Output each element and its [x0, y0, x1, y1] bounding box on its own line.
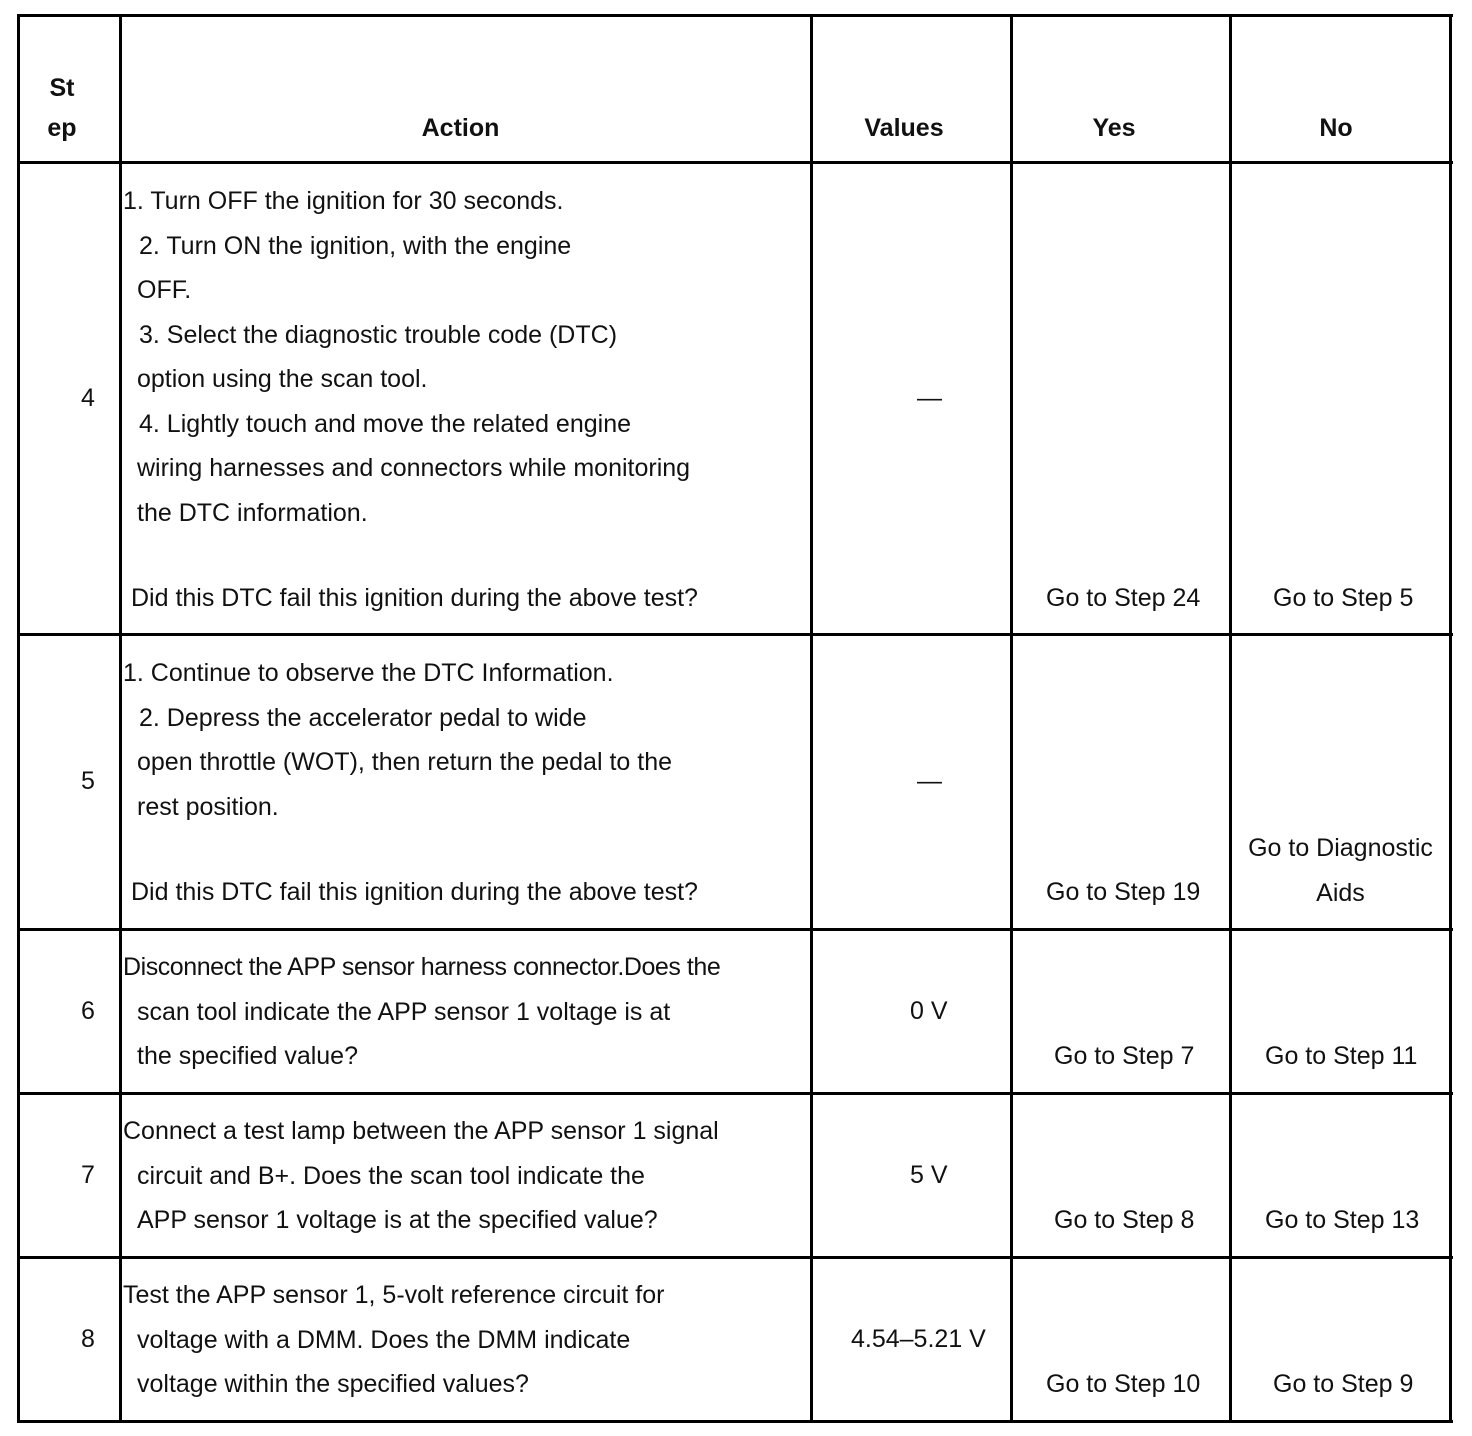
- action-line: rest position.: [137, 792, 279, 821]
- step-number: 8: [81, 1325, 95, 1353]
- no-outcome: Go to Step 9: [1273, 1370, 1414, 1398]
- action-line: 4. Lightly touch and move the related engine: [139, 409, 632, 438]
- action-line: the DTC information.: [137, 498, 368, 527]
- step-number: 5: [81, 767, 95, 795]
- header-yes: Yes: [1092, 114, 1136, 142]
- action-line: open throttle (WOT), then return the pedal to the: [137, 748, 673, 776]
- value-text: —: [917, 384, 942, 412]
- action-line: OFF.: [137, 276, 192, 304]
- action-line: voltage with a DMM. Does the DMM indicate: [137, 1325, 631, 1354]
- grid-line: [17, 1256, 1453, 1259]
- action-line: 3. Select the diagnostic trouble code (DTC): [139, 320, 618, 349]
- action-text: [123, 945, 720, 1079]
- action-line: Disconnect the APP sensor harness connector.Does the: [123, 953, 721, 981]
- action-line: 1. Continue to observe the DTC Information.: [123, 659, 614, 687]
- value-text: —: [917, 767, 942, 795]
- header-action: Action: [421, 114, 500, 142]
- step-number: 6: [81, 997, 95, 1025]
- action-line: the specified value?: [137, 1042, 358, 1070]
- action-line: 1. Turn OFF the ignition for 30 seconds.: [123, 187, 564, 215]
- action-text: [123, 1273, 664, 1407]
- value-text: 5 V: [910, 1161, 948, 1189]
- action-line: Connect a test lamp between the APP sensor 1 signal: [123, 1117, 719, 1145]
- no-outcome: [1232, 826, 1449, 915]
- header-step-line: ep: [47, 114, 77, 142]
- action-text: [123, 651, 672, 829]
- grid-line: [17, 928, 1453, 931]
- grid-line: [17, 14, 20, 1423]
- no-outcome: Go to Step 5: [1273, 584, 1414, 612]
- action-text: [123, 179, 690, 535]
- header-values: Values: [864, 114, 944, 142]
- header-step-line: St: [49, 74, 75, 102]
- step-number: 4: [81, 384, 95, 412]
- grid-line: [17, 633, 1453, 636]
- no-outcome: Go to Step 13: [1265, 1206, 1420, 1234]
- action-line: APP sensor 1 voltage is at the specified value?: [137, 1206, 658, 1234]
- action-question: Did this DTC fail this ignition during the above test?: [131, 878, 698, 906]
- action-line: option using the scan tool.: [137, 365, 428, 393]
- grid-line: [119, 14, 122, 1423]
- step-number: 7: [81, 1161, 95, 1189]
- yes-outcome: Go to Step 7: [1054, 1042, 1195, 1070]
- action-line: circuit and B+. Does the scan tool indicate the: [137, 1161, 645, 1190]
- yes-outcome: Go to Step 24: [1046, 584, 1201, 612]
- action-line: 2. Depress the accelerator pedal to wide: [139, 703, 587, 732]
- value-text: 0 V: [910, 997, 948, 1025]
- grid-line: [17, 1420, 1453, 1423]
- action-line: scan tool indicate the APP sensor 1 voltage is at: [137, 997, 671, 1026]
- header-step: [20, 68, 104, 148]
- action-line: wiring harnesses and connectors while monitoring: [137, 454, 691, 482]
- header-no: No: [1319, 114, 1353, 142]
- no-outcome-line: Go to Diagnostic: [1248, 834, 1433, 862]
- grid-line: [1010, 14, 1013, 1423]
- action-line: voltage within the specified values?: [137, 1370, 529, 1398]
- action-line: Test the APP sensor 1, 5-volt reference circuit for: [123, 1281, 665, 1309]
- grid-line: [1229, 14, 1232, 1423]
- action-text: [123, 1109, 719, 1243]
- action-line: 2. Turn ON the ignition, with the engine: [139, 231, 572, 260]
- action-question: Did this DTC fail this ignition during the above test?: [131, 584, 698, 612]
- grid-line: [17, 161, 1453, 164]
- yes-outcome: Go to Step 10: [1046, 1370, 1201, 1398]
- yes-outcome: Go to Step 19: [1046, 878, 1201, 906]
- grid-line: [17, 14, 1453, 17]
- no-outcome: Go to Step 11: [1265, 1042, 1418, 1070]
- no-outcome-line: Aids: [1316, 878, 1365, 907]
- value-text: 4.54–5.21 V: [851, 1325, 986, 1353]
- yes-outcome: Go to Step 8: [1054, 1206, 1195, 1234]
- grid-line: [17, 1092, 1453, 1095]
- grid-line: [810, 14, 813, 1423]
- grid-line: [1449, 14, 1452, 1423]
